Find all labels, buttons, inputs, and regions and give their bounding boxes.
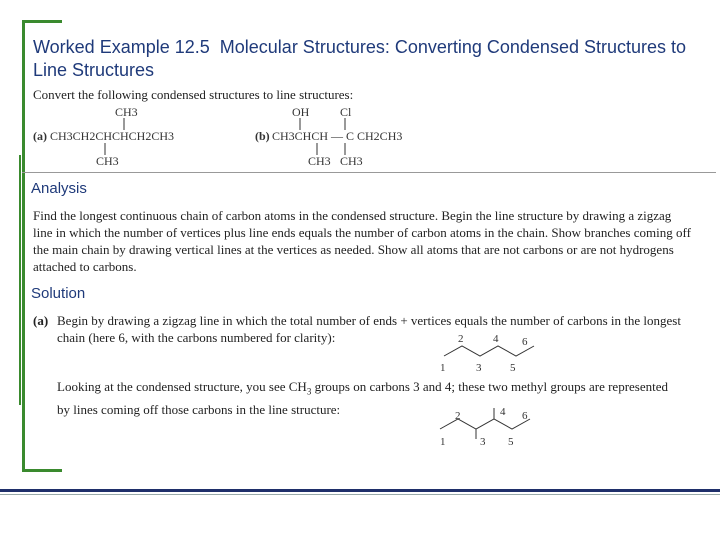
structure-b-main: CH3CHCH — C CH2CH3 (272, 129, 403, 143)
zig2-num-3: 3 (480, 436, 486, 448)
analysis-text: Find the longest continuous chain of carbon atoms in the condensed structure. Begin the line structure by drawing a zigzag line in which the number of vertices plus line ends equals the number of carbon atoms in the chain. Show branches coming off the main chain by drawing vertical lines at the vertices as needed. Show all atoms that are not carbons or are not hydrogens attached to carbons. (33, 208, 691, 274)
zig1-num-6: 6 (522, 336, 528, 348)
zig1-num-4: 4 (493, 333, 499, 345)
structure-b-bottom-right: CH3 (340, 154, 363, 168)
structure-b-bottom-left: CH3 (308, 154, 331, 168)
title-rest: Molecular Structures: Converting Condensed Structures to Line Structures (33, 37, 687, 80)
zigzag-chain-2 (430, 405, 540, 450)
structure-a-top: CH3 (115, 105, 138, 119)
zig2-num-6: 6 (522, 410, 528, 422)
zig1-num-1: 1 (440, 362, 446, 374)
structure-a-main: CH3CH2CHCHCH2CH3 (50, 129, 175, 143)
title-prefix: Worked Example 12.5 (33, 37, 210, 57)
footer-rule-dark (0, 489, 720, 492)
structure-a-bottom: CH3 (96, 154, 119, 168)
solution-followup: Looking at the condensed structure, you see $CH_3$ groups on carbons 3 and 4; these two methyl groups are represented by lines coming off those carbons in the line structure: (57, 379, 669, 417)
structure-b-top-right: Cl (340, 105, 352, 119)
zigzag-chain-1 (430, 332, 540, 374)
solution-part-text: Begin by drawing a zigzag line in which the total number of ends + vertices equals the number of carbons in the longest chain (here 6, with the carbons numbered for clarity): (57, 313, 681, 345)
zig2-num-5: 5 (508, 436, 514, 448)
structure-b-label: (b) (255, 129, 270, 143)
structure-a-label: (a) (33, 129, 47, 143)
zig1-num-3: 3 (476, 362, 482, 374)
zig2-num-2: 2 (455, 410, 461, 422)
analysis-heading: Analysis (31, 180, 87, 197)
zig2-num-4: 4 (500, 406, 506, 418)
solution-heading: Solution (31, 285, 86, 302)
solution-part-label: (a) (33, 313, 49, 328)
footer-rule-light (0, 494, 720, 495)
zig1-num-2: 2 (458, 333, 464, 345)
intro-text: Convert the following condensed structures to line structures: (33, 87, 354, 102)
structure-b-top-left: OH (292, 105, 310, 119)
divider (22, 172, 716, 173)
zig1-num-5: 5 (510, 362, 516, 374)
zig2-num-1: 1 (440, 436, 446, 448)
